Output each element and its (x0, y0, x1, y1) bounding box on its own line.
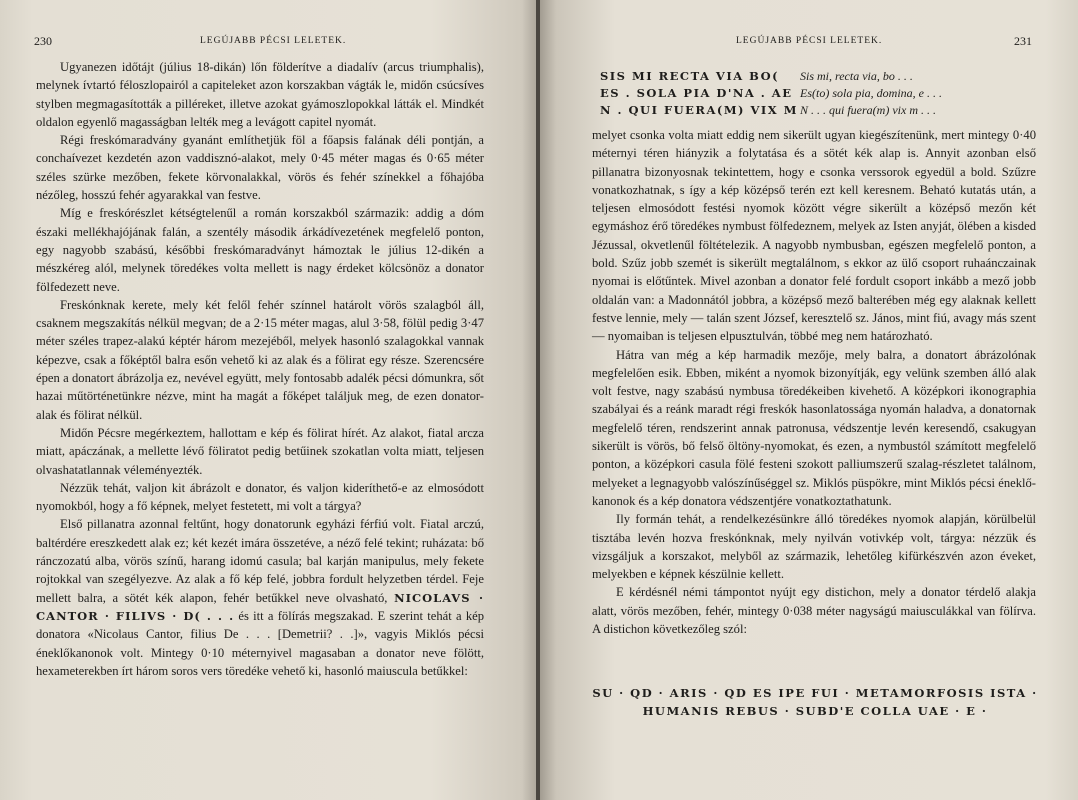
gothic-text: N . QUI FUERA(M) VIX M (600, 103, 798, 117)
latin-reading: Sis mi, recta via, bo . . . (800, 69, 913, 83)
gothic-text: ES . SOLA PIA D'NA . AE (600, 86, 793, 100)
page-number: 230 (34, 34, 52, 48)
paragraph: melyet csonka volta miatt eddig nem sikerült ugyan kiegészítenünk, mert mintegy 0·40 méternyi téren hiányzik a folytatása és a sötét kék alap is. Annyit azonban első pillanatra bizonyosnak tekintettem, hogy e csonka verssorok egyedül a bold. Szűzre vonatkozhatnak, s így a kép középső terén ezt kell keresnem. Beható kutatás után, a teljesen elmosódott festési nyomok között végre sikerült a középső mezőn két egymáshoz érő töredékes nymbust fölfedeznem, melyek az Isten anyját, ölében a kisded Jézussal, okvetlenűl föltételezik. A nagyobb nymbusban, egészen megfelelő ponton, a bold. Szűz jobb szemét is sikerült megtalálnom, s ekkor az ülő csoport ruhaánczainak nyomai is előtűntek. Mivel azonban a donator felé fordult csoport inkább a mező jobb oldalán van: a Madonnától jobbra, a középső mező balterében még egy alaknak kellett festve lennie, mely — talán szent József, keresztelő sz. János, mint fiú, avagy más szent — nyomaiban is teljesen elpusztulván, többé meg nem határozható. (592, 128, 1036, 344)
inscription-row (600, 68, 942, 85)
paragraph: Ugyanezen időtájt (július 18-dikán) lőn földerítve a diadalív (arcus triumphalis), melynek ívtartó féloszlopairól a capiteleket azon korszakban vágták le, midőn csúcsíves stylben megmagasították a pilléreket, illetve azokat gyámoszlopokkal látták el. Mindkét oldalon egyenlő magasságban lelték meg a levágott capitel nyomát. (36, 60, 484, 129)
paragraph: Hátra van még a kép harmadik mezője, mely balra, a donatort ábrázolónak megfelelően esik. Ebben, miként a nyomok bizonyítják, egy velünk szemben álló alak volt festve, nagy szabású nymbusa töredékeiben kivehető. A középkori ikonographia szabályai és a reánk maradt régi freskók hasonlatossága nyomán haladva, a donatornak megfelelő téren, rendszerint annak patronusa, védszentje levén keresendő, csakugyan sikerült is vörös, bő felső öltöny-nyomokat, és ezen, a nymbustól számított megfelelő ponton, a középkori casula fölé festeni szokott palliumszerű szalag-részletet találnom, melyeket a legnagyobb valószínűséggel sz. Miklós püspökre, mint Miklós pécsi éneklő-kanonok és a kép donatora védszentjére vonatkoztathatunk. (592, 347, 1036, 508)
paragraph: Nézzük tehát, valjon kit ábrázolt e donator, és valjon kideríthető-e az elmosódott nyomokból, hogy a fő képnek, melyet festetett, mi volt a tárgya? (36, 480, 484, 514)
gothic-text: SIS MI RECTA VIA BO( (600, 69, 780, 83)
verse-inscription (600, 68, 942, 119)
left-page (0, 0, 538, 800)
running-header: LEGÚJABB PÉCSI LELETEK. (736, 36, 883, 46)
paragraph-text: Első pillanatra azonnal feltűnt, hogy donatorunk egyházi férfiú volt. Fiatal arczú, baltérdére ereszkedett alak ez; két kezét imára összetéve, a néző felé tekint; ruházata: bő ránczozatú alba, vörös színű, harang idomú casula; bal karján manipulus, mely fekete rojtokkal van szegélyezve. Az alak a fő kép felé, jobbra fordult helyzetben térdel. Feje mellett balra, a sötét kék alapon, fehér betűkkel neve olvasható, (36, 517, 484, 605)
left-body-text (36, 58, 484, 680)
distichon-inscription (580, 684, 1050, 720)
page-number: 231 (1014, 34, 1032, 48)
inscription-row (600, 102, 942, 119)
paragraph: Freskónknak kerete, mely két felől fehér színnel határolt vörös szalagból áll, csaknem megszakítás nélkül megvan; de a 2·15 méter magas, alul 3·58, fölül pedig 3·47 méter széles trapez-alakú képtér három mezejéből, melyek hasonló szalagokkal vannak képezve, csak a főképtől balra esőn vehető ki az alak és a fölirat egy része. Szerencsére épen a donatort ábrázolja ez, nevével együtt, mely fontosabb adalék pécsi dómunkra, sőt hazai műtörténetünkre nézve, mint ha magát a főképet találjuk meg, de ezen donator-alak és fölirat nélkül. (36, 297, 484, 422)
paragraph (36, 515, 484, 680)
inscription-line: HUMANIS REBUS · SUBD'E COLLA UAE · E · (642, 704, 988, 718)
inscription-row (600, 85, 942, 102)
right-body-text (592, 126, 1036, 638)
paragraph: Ily formán tehát, a rendelkezésünkre álló töredékes nyomok alapján, körülbelül tisztába levén hozva freskónknak, mely nyilván votivkép volt, tárgya: nézzük és vizsgáljuk a korszakot, melyből az származik, lehetőleg kifürkészvén azon éveket, melyekben e képnek készülnie kellett. (592, 512, 1036, 582)
paragraph: Midőn Pécsre megérkeztem, hallottam e kép és fölirat hírét. Az alakot, fiatal arcza miatt, apáczának, a mellette lévő föliratot pedig betűinek szokatlan volta miatt, teljesen olvashatatlannak véleményezték. (36, 425, 484, 477)
running-header: LEGÚJABB PÉCSI LELETEK. (200, 36, 347, 46)
donator-name-inscription: NICOLAVS · CANTOR · FILIVS · D( . . . (36, 590, 485, 623)
latin-reading: Es(to) sola pia, domina, e . . . (800, 86, 942, 100)
paragraph-text: és itt a fölírás megszakad. E szerint tehát a kép donatora «Nicolaus Cantor, filius De . . . [Demetrii? . .]», vagyis Miklós pécsi éneklőkanonok volt. Mintegy 0·10 méternyivel magasaban a donator neve fölött, hexameterekben írt három soros vers töredéke vehető ki, hasonló maiuscula betűkkel: (36, 608, 484, 678)
paragraph: Míg e freskórészlet kétségtelenűl a román korszakból származik: addig a dóm északi mellékhajójának falán, a szentély második árkádívezetének megfelelő ponton, egy nagyobb szabású, későbbi freskómaradványt hámoztak le július 12-dikén a mészkéreg alól, melynek töredékes volta mellett is nagy érdeket kölcsönöz a donator fölfedezett neve. (36, 206, 484, 294)
paragraph: Régi freskómaradvány gyanánt említhetjük föl a főapsis falának déli pontján, a conchaívezet kezdetén azon vaddisznó-alakot, mely 0·45 méter magas és 0·65 méter széles szürke mezőben, fekete körvonalakkal, vörös és fehér színekkel a főhajóba nézőleg, hosszú fehér agyarakkal van festve. (36, 133, 484, 203)
paragraph: E kérdésnél némi támpontot nyújt egy distichon, mely a donator térdelő alakja alatt, vörös mezőben, fehér, mintegy 0·038 méter nagyságú maiusculákkal van fölírva. A distichon következőleg szól: (592, 585, 1036, 637)
inscription-line: SU · QD · ARIS · QD ES IPE FUI · METAMORFOSIS ISTA · (592, 686, 1038, 700)
latin-reading: N . . . qui fuera(m) vix m . . . (800, 103, 936, 117)
right-page (540, 0, 1078, 800)
